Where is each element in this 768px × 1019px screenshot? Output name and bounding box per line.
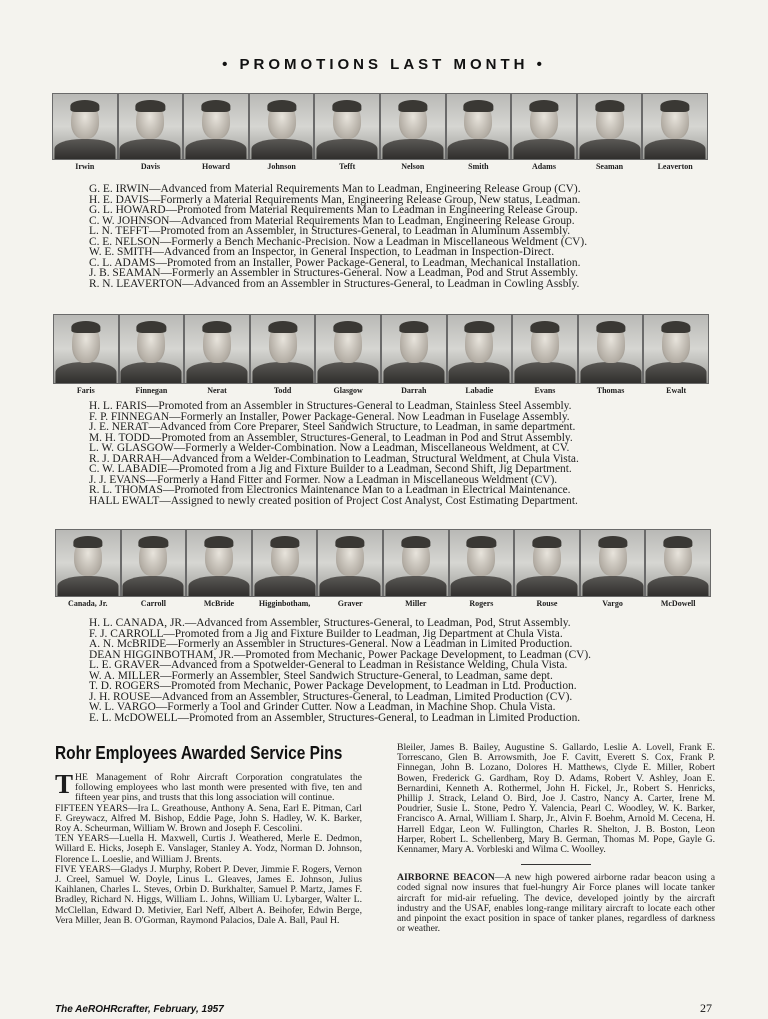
portrait-caption: Davis [140,162,160,171]
portrait-photo [184,314,250,384]
promotion-entry: A. N. McBRIDE—Formerly an Assembler in Structures-General. Now a Leadman in Limited Production. [89,638,573,650]
portrait-photo [183,93,249,160]
portrait-photo [645,529,711,597]
promotion-entry: R. N. LEAVERTON—Advanced from an Assembler in Structures-General, to Leadman in Cowling Assbly. [89,277,580,290]
portrait [121,529,187,608]
section-divider [521,864,591,865]
portrait-caption: Leaverton [657,162,693,171]
portrait [514,529,580,608]
portrait-caption: Irwin [75,162,95,171]
promotion-entry: W. E. SMITH—Advanced from an Inspector, in General Inspection, to Leadman in Inspection-Direct. [89,246,555,258]
promotion-entry: HALL EWALT—Assigned to newly created position of Project Cost Analyst, Cost Estimating Department. [89,494,578,507]
promotion-entry: L. W. GLASGOW—Formerly a Welder-Combination. Now a Leadman, Miscellaneous Weldment, at CV. [89,442,570,454]
portrait [577,93,643,171]
portrait-caption: Seaman [595,162,624,171]
portrait-photo [511,93,577,160]
portrait-photo [55,529,121,597]
portrait-caption: Faris [76,386,95,395]
portrait [252,529,318,608]
portrait-caption: Labadie [465,386,494,395]
portrait-photo [642,93,708,160]
portrait-photo [118,93,184,160]
portrait [447,314,513,395]
photo-row-2 [53,314,709,395]
portrait-caption: Todd [273,386,292,395]
portrait [446,93,512,171]
portrait-caption: Evans [534,386,556,395]
portrait-photo [381,314,447,384]
promotion-entry: W. A. MILLER—Formerly an Assembler, Steel Sandwich Structure-General, to Leadman, same dept. [89,669,553,682]
portrait [119,314,185,395]
portrait-photo [317,529,383,597]
portrait [55,529,121,608]
portrait-caption: Canada, Jr. [68,599,108,608]
portrait-photo [119,314,185,384]
promotion-entry: M. H. TODD—Promoted from an Assembler, Structures-General, to Leadman in Pod and Strut Assembly. [89,431,573,444]
promotion-entry: L. N. TEFFT—Promoted from an Assembler, in Structures-General, to Leadman in Aluminum Assembly. [89,225,571,237]
promotion-entry: C. W. LABADIE—Promoted from a Jig and Fixture Builder to a Leadman, Second Shift, Jig Department. [89,463,572,475]
promotion-entry: J. J. EVANS—Formerly a Hand Fitter and Former. Now a Leadman in Miscellaneous Weldment (CV). [89,473,558,486]
promotion-entry: H. E. DAVIS—Formerly a Material Requirements Man, Engineering Release Group, New status, Leadman. [89,193,581,206]
promotion-entry: H. L. CANADA, JR.—Advanced from Assembler, Structures-General, to Leadman, Pod, Strut Assembly. [89,617,571,629]
portrait-photo [580,529,646,597]
service-pins-intro [55,769,362,804]
portrait [184,314,250,395]
portrait-caption: Thomas [596,386,625,395]
portrait [578,314,644,395]
airborne-beacon-paragraph [397,873,715,934]
photo-row-3 [55,529,711,608]
photo-row-1 [52,93,708,171]
portrait-photo [121,529,187,597]
promotion-entry: H. L. FARIS—Promoted from an Assembler in Structures-General to Leadman, Stainless Steel Assembly. [89,400,572,412]
five-years-names: —Gladys J. Murphy, Robert P. Dever, Jimmie F. Rogers, Vernon J. Creel, Samuel W. Doyle, Linus L. Gleaves, James E. Johnson, Julius Kaihlanen, Charles L. Steves, Orbin D. Burkhalter, Samuel P. Martz, James F. Bradley, Richard N. Higgs, William L. Johns, William U. Lybarger, Walter L. McClellan, Edward D. Metivier, Earl Neff, Albert A. Beihofer, Edwin Berge, Vera Miller, Jean B. O'Gorman, Raymond Palacios, Dale A. Ball, Paul H. [55,863,362,926]
portrait [53,314,119,395]
promotion-entry: T. D. ROGERS—Promoted from Mechanic, Power Package Development, to Leadman in Ltd. Production. [89,680,577,692]
promotion-entry: C. E. NELSON—Formerly a Bench Mechanic-Precision. Now a Leadman in Miscellaneous Weldment (CV). [89,235,588,248]
portrait [511,93,577,171]
portrait-caption: Nelson [401,162,425,171]
portrait-caption: Darrah [401,386,427,395]
portrait-caption: Vargo [602,599,623,608]
ten-years-names: —Luella H. Maxwell, Curtis J. Weathered, Merle E. Dedmon, Willard E. Hicks, Joseph E. Vanslager, Stanley A. Yodz, Norman D. Johnson, Florence L. Loeslie, and William J. Brents. [55,833,362,865]
portrait [512,314,578,395]
portrait-caption: Ewalt [666,386,687,395]
promotion-entry: DEAN HIGGINBOTHAM, JR.—Promoted from Mechanic, Power Package Development, to Leadman (CV). [89,648,592,661]
portrait-caption: Glasgow [333,386,363,395]
portrait-caption: Tefft [339,162,356,171]
portrait [642,93,708,171]
five-years-paragraph [55,865,362,926]
promotion-entry: L. E. GRAVER—Advanced from a Spotwelder-General to Leadman in Resistance Welding, Chula Vista. [89,659,568,671]
portrait-photo [380,93,446,160]
promotion-entry: G. L. HOWARD—Promoted from Material Requirements Man to Leadman in Engineering Release Group. [89,204,578,216]
portrait-photo [446,93,512,160]
portrait-caption: Rogers [469,599,494,608]
portrait [52,93,118,171]
promotion-entry: J. H. ROUSE—Advanced from an Assembler, Structures-General, to Leadman, Limited Production (CV). [89,690,573,703]
portrait-photo [52,93,118,160]
page-number: 27 [700,1001,712,1015]
promotion-entry: G. E. IRWIN—Advanced from Material Requirements Man to Leadman, Engineering Release Group (CV). [89,183,581,195]
portrait-photo [252,529,318,597]
portrait [250,314,316,395]
airborne-beacon-label: AIRBORNE BEACON [397,872,495,884]
portrait-caption: Finnegan [135,386,168,395]
portrait [314,93,380,171]
portrait-caption: Smith [468,162,489,171]
portrait-caption: Higginbotham, [258,599,311,608]
five-years-label: FIVE YEARS [55,863,111,875]
portrait-photo [249,93,315,160]
portrait [315,314,381,395]
promotion-entry: C. W. JOHNSON—Advanced from Material Requirements Man to Leadman, Engineering Release Group. [89,214,575,227]
portrait [317,529,383,608]
portrait [449,529,515,608]
portrait-caption: McBride [203,599,235,608]
portrait-photo [186,529,252,597]
promotion-entry: E. L. McDOWELL—Promoted from an Assembler, Structures-General, to Leadman in Limited Production. [89,711,581,724]
five-years-continued: Bleiler, James B. Bailey, Augustine S. Gallardo, Leslie A. Lovell, Frank E. Torrescano, Glen B. Arrowsmith, Joe F. Cavitt, Everett S. Cox, Frank P. Finnegan, John B. Lozano, Dolores H. Matthews, Clyde E. Miller, Robert Bowen, Frederick G. Gardham, Roy D. Adams, Robert V. Ashley, Joan E. Bernardini, Kenneth A. Rothermel, John H. Fickel, Jr., Robert S. Henricks, Phillip J. Strack, Leland O. Bird, Joe J. Castro, Nancy A. Carter, Irene M. Poudrier, Susie L. Stone, Pedro Y. Valencia, Pearl C. Woodley, W. K. Barker, Francisco A. Arnal, William I. Sharp, Jr., Alvin F. Boehm, Arnold M. Cecena, H. Harrell Edgar, Leon W. Fullington, Charles R. Shelton, J. B. Boston, Leon Harper, Robert L. Schellenberg, Mary B. German, Thomas M. Pope, Gayle G. Kennamer, Mary A. Vorbleski and Wilma C. Woolley. [397,742,715,856]
portrait-caption: McDowell [660,599,696,608]
fifteen-years-label: FIFTEEN YEARS [55,802,128,814]
portrait-caption: Miller [405,599,427,608]
portrait-photo [643,314,709,384]
portrait-photo [383,529,449,597]
promotions-list-3 [89,618,591,723]
promotions-list-2 [89,401,579,506]
ten-years-paragraph [55,834,362,865]
portrait-caption: Rouse [536,599,558,608]
portrait-caption: Graver [337,599,363,608]
promotion-entry: R. J. DARRAH—Advanced from a Welder-Combination to Leadman, Structural Weldment, at Chula Vista. [89,452,579,465]
portrait [183,93,249,171]
page-heading: • PROMOTIONS LAST MONTH • [222,56,546,73]
portrait [580,529,646,608]
intro-text: HE Management of Rohr Aircraft Corporation congratulates the following employees who last month were presented with five, ten and fifteen year pins, and trusts that this long association will continue. [75,772,362,804]
publication-footer: The AeROHRcrafter, February, 1957 [55,1004,224,1015]
airborne-beacon-text: —A new high powered airborne radar beacon using a coded signal now insures that fuel-hungry Air Force planes will locate tanker aircraft for mid-air refueling. The device, developed jointly by the aircraft industry and the USAF, enables long-range military aircraft to locate each other and pinpoint the exact position in space of tanker planes, regardless of darkness or weather. [397,872,715,935]
portrait [381,314,447,395]
service-pins-left-column [55,769,362,926]
portrait [643,314,709,395]
portrait-caption: Nerat [207,386,227,395]
portrait-photo [315,314,381,384]
service-pins-title: Rohr Employees Awarded Service Pins [55,743,343,763]
ten-years-label: TEN YEARS [55,833,110,845]
promotion-entry: W. L. VARGO—Formerly a Tool and Grinder Cutter. Now a Leadman, in Machine Shop. Chula Vista. [89,701,556,713]
fifteen-years-paragraph [55,804,362,835]
portrait-photo [512,314,578,384]
portrait-caption: Johnson [267,162,296,171]
portrait-caption: Howard [201,162,230,171]
portrait [186,529,252,608]
portrait [645,529,711,608]
portrait-photo [53,314,119,384]
promotions-list-1 [89,184,587,289]
promotion-entry: R. L. THOMAS—Promoted from Electronics Maintenance Man to a Leadman in Electrical Maintenance. [89,484,571,496]
portrait-caption: Adams [531,162,556,171]
promotion-entry: F. P. FINNEGAN—Formerly an Installer, Power Package-General. Now Leadman in Fuselage Assembly. [89,410,570,423]
portrait [118,93,184,171]
portrait [249,93,315,171]
fifteen-years-names: —Ira L. Greathouse, Anthony A. Sena, Earl E. Pitman, Carl F. Greywacz, Alfred M. Bishop, Eddie Page, John S. Hadley, W. K. Barker, Roy A. Scheurman, William W. Brown and Joseph F. Cescolini. [55,802,362,835]
portrait-photo [449,529,515,597]
portrait-photo [514,529,580,597]
portrait [383,529,449,608]
portrait-caption: Carroll [140,599,166,608]
promotion-entry: J. E. NERAT—Advanced from Core Preparer, Steel Sandwich Structure, to Leadman, in same department. [89,421,576,433]
promotion-entry: C. L. ADAMS—Promoted from an Installer, Power Package-General, to Leadman, Mechanical Installation. [89,256,581,269]
drop-cap: T [55,769,74,799]
portrait-photo [314,93,380,160]
promotion-entry: F. J. CARROLL—Promoted from a Jig and Fixture Builder to Leadman, Jig Department at Chula Vista. [89,627,563,640]
service-pins-right-column [397,743,715,934]
portrait-photo [578,314,644,384]
portrait-photo [577,93,643,160]
portrait-photo [250,314,316,384]
portrait-photo [447,314,513,384]
promotion-entry: J. B. SEAMAN—Formerly an Assembler in Structures-General. Now a Leadman, Pod and Strut Assembly. [89,267,578,279]
portrait [380,93,446,171]
